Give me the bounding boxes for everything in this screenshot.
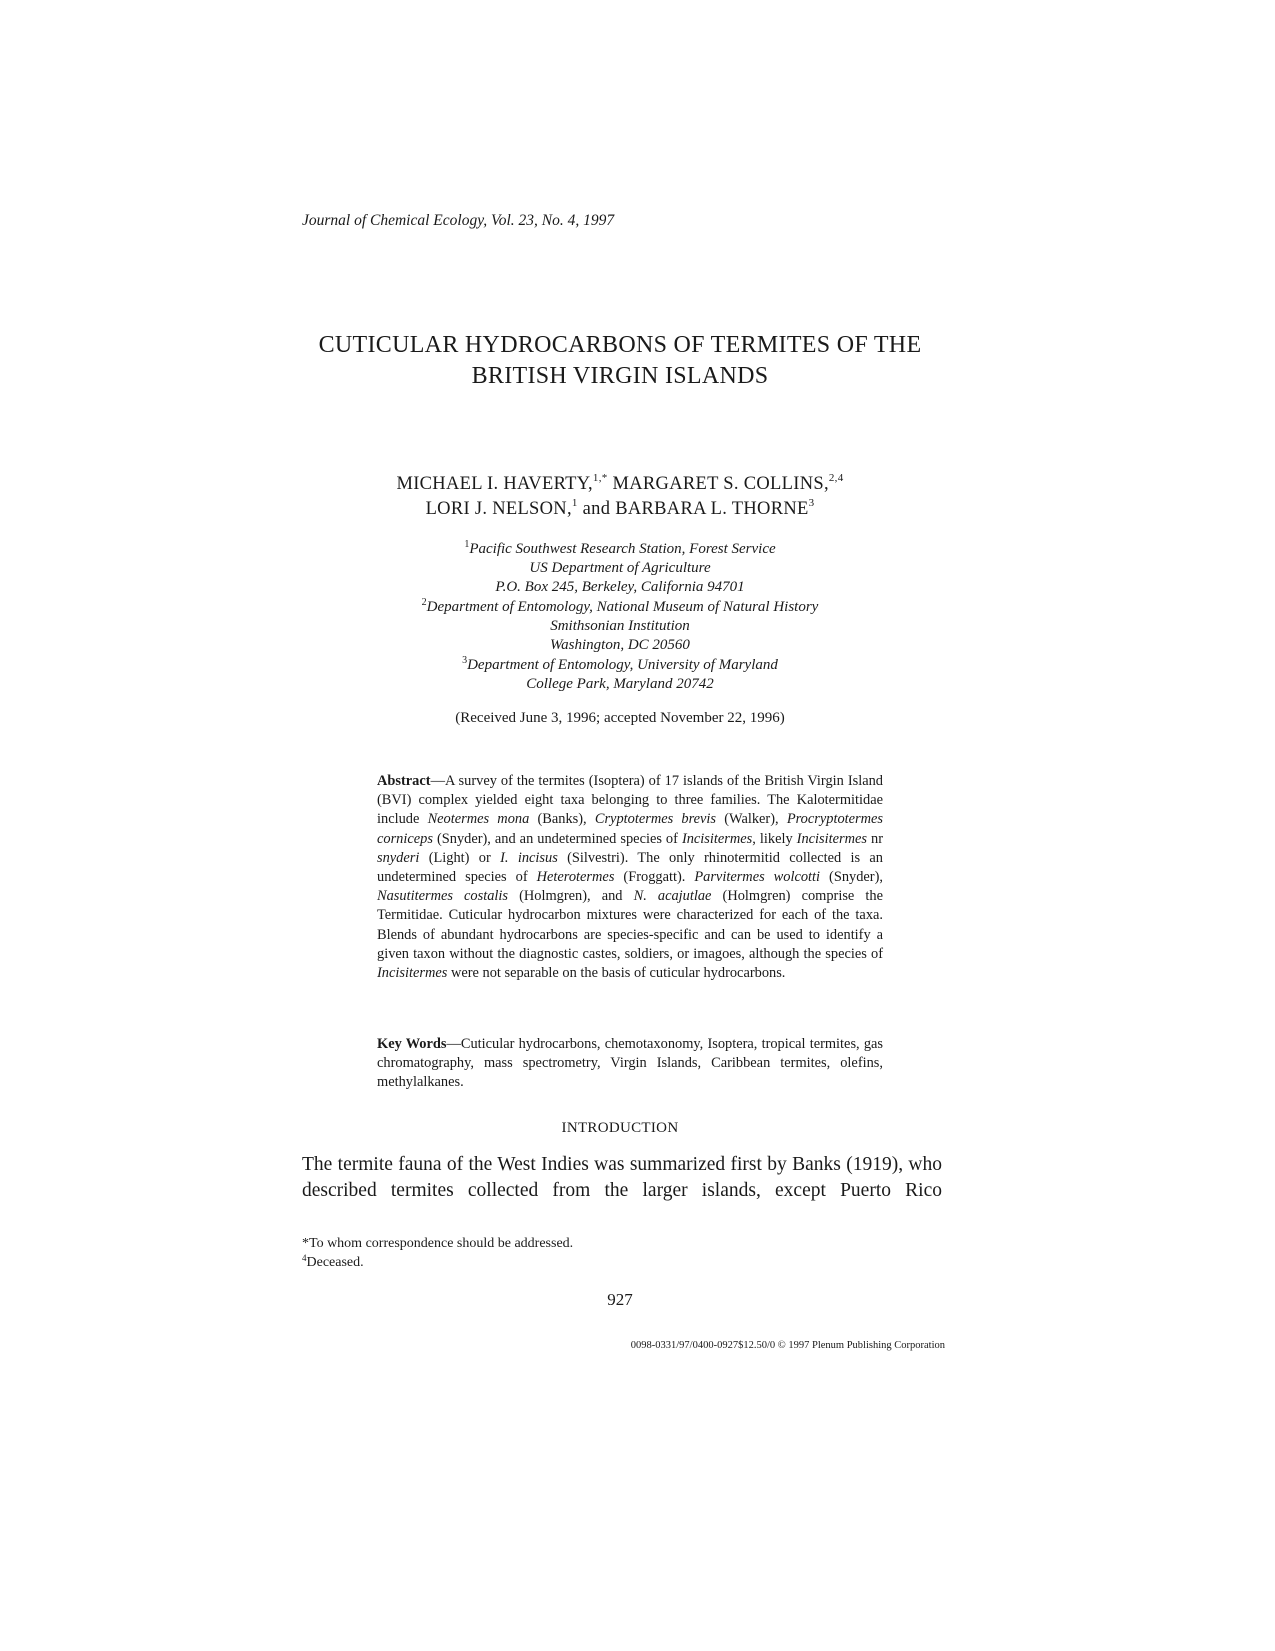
author-name: MICHAEL I. HAVERTY, [396,474,593,494]
species-name: Incisitermes [377,965,448,982]
abstract-text: nr [867,830,883,847]
key-words [377,1035,883,1093]
abstract-text: (Light) or [419,849,501,866]
affiliation-mark: 3 [462,655,468,666]
author-name: MARGARET S. COLLINS, [612,474,829,494]
affiliation-mark: 1 [464,539,470,550]
author-list [240,472,1000,522]
copyright-line: 0098-0331/97/0400-0927$12.50/0 © 1997 Plenum Publishing Corporation [630,1340,945,1351]
affiliation-2 [300,598,940,655]
abstract-label: Abstract [377,773,431,789]
affiliation-line: Smithsonian Institution [550,618,690,634]
affiliation-line [300,656,940,675]
affiliation-text: Pacific Southwest Research Station, Forest Service [469,541,776,557]
abstract-text: (Snyder), and an undetermined species of [432,830,682,847]
species-name: Parvitermes wolcotti [694,869,821,886]
key-words-text: —Cuticular hydrocarbons, chemotaxonomy, Isoptera, tropical termites, gas chromatography, mass spectrometry, Virgin Islands, Caribbean termites, olefins, methylalkanes. [377,1036,884,1091]
abstract-text: (Holmgren) comprise the Termitidae. Cuticular hydrocarbon mixtures were characterized for each of the taxa. Blends of abundant hydrocarbons are species-specific and can be used to identify a given taxon without the diagnostic castes, soldiers, or imagoes, although the species of [377,888,883,962]
affiliation-text: Department of Entomology, National Museum of Natural History [426,599,819,615]
abstract-text: (Snyder), [820,869,883,886]
abstract-text: (Banks), [529,811,595,828]
abstract-text: —A survey of the termites (Isoptera) of 17 islands of the British Virgin Island (BVI) complex yielded eight taxa belonging to three families. The Kalotermitidae include [377,773,883,828]
footnote-mark: * [302,1236,309,1251]
species-name: snyderi [377,849,420,866]
abstract-text: were not separable on the basis of cuticular hydrocarbons. [447,965,786,982]
abstract-text: (Walker), [716,811,787,828]
footnote [302,1253,942,1272]
species-name: Heterotermes [536,869,615,886]
author-affiliation-mark: 2,4 [828,472,844,484]
introduction-paragraph: The termite fauna of the West Indies was summarized first by Banks (1919), who described termites collected from the larger islands, except Puerto Rico [302,1154,942,1201]
abstract-text: (Holmgren), and [508,888,634,905]
author-name: BARBARA L. THORNE [615,499,809,519]
affiliation-1 [300,540,940,597]
key-words-label: Key Words [377,1036,447,1052]
page-number: 927 [607,1290,633,1309]
species-name: Cryptotermes brevis [594,811,717,828]
author-conjunction: and [582,499,611,519]
footnote-text: Deceased. [306,1255,364,1270]
authors-line-1 [240,472,1000,497]
title-line-1: CUTICULAR HYDROCARBONS OF TERMITES OF THE [318,332,922,358]
species-name: Incisitermes [796,830,867,847]
author-name: LORI J. NELSON, [425,499,572,519]
affiliation-line: P.O. Box 245, Berkeley, California 94701 [495,579,745,595]
affiliation-line: Washington, DC 20560 [550,637,690,653]
author-affiliation-mark: 3 [808,497,815,509]
affiliation-3 [300,656,940,694]
species-name: Neotermes mona [427,811,530,828]
affiliation-line [300,598,940,617]
abstract [377,772,883,983]
author-affiliation-mark: 1,* [592,472,608,484]
footnotes [302,1234,942,1272]
abstract-text: (Silvestri). The only rhinotermitid collected is an undetermined species of [377,849,883,886]
affiliation-text: Department of Entomology, University of Maryland [467,657,778,673]
abstract-text: (Froggatt). [614,869,695,886]
footnote-mark: 4 [302,1253,307,1263]
footnote-text: To whom correspondence should be addressed. [309,1236,574,1251]
species-name: Nasutitermes costalis [377,888,509,905]
affiliation-line: College Park, Maryland 20742 [526,676,714,692]
paper-title [240,330,1000,392]
species-name: Procryptotermes corniceps [377,811,884,847]
species-name: Incisitermes [681,830,753,847]
species-name: N. acajutlae [633,888,712,905]
footnote [302,1234,942,1253]
species-name: I. incisus [500,849,558,866]
section-heading-introduction: INTRODUCTION [561,1120,679,1136]
affiliation-line: US Department of Agriculture [529,560,711,576]
title-line-2: BRITISH VIRGIN ISLANDS [471,363,769,389]
journal-citation: Journal of Chemical Ecology, Vol. 23, No. 4, 1997 [302,212,615,229]
affiliation-line [300,540,940,559]
authors-line-2 [240,497,1000,522]
received-dates: (Received June 3, 1996; accepted November 22, 1996) [455,710,785,726]
author-affiliation-mark: 1 [571,497,578,509]
affiliation-mark: 2 [421,597,427,608]
abstract-text: , likely [752,830,797,847]
